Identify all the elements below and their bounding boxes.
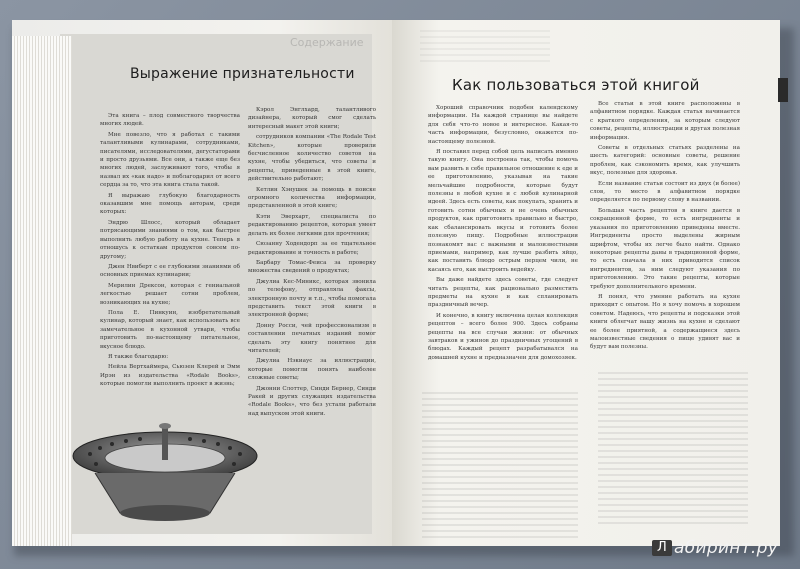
steamer-basket-illustration: [70, 418, 260, 528]
paragraph: Если название статьи состоит из двух (и более) слов, то место в алфавитном порядке определяется по первому слову в названии.: [590, 180, 740, 204]
paragraph: Я также благодарю:: [108, 353, 169, 360]
watermark-text: абиринт.ру: [674, 538, 779, 558]
paragraph: Кэти Эверхарт, специалиста по редактированию рецептов, которая умеет делать их более легкими для прочтения;: [248, 213, 376, 237]
paragraph: Я поставил перед собой цель написать именно такую книгу. Она построена так, чтобы помочь вам развить в себе правильное отношение к еде и ее приготовлению, указывая на такие мельчайшие подробности, которые будут полезны в любой кухне и с любой кулинарной идеей. Здесь есть советы, как покупать, хранить и готовить сотни обычных и не очень обычных продуктов, как приготовить правильно и быстро, как сбалансировать вкусы и готовить более полезную пищу. Подробные иллюстрации познакомят вас с важными и малоизвестными приемами, например, как лучше разбить яйцо, как поставить блюдо острым перцем чили, не касаясь его, как выстроить ведейку.: [428, 149, 578, 273]
paragraph: Большая часть рецептов в книге дается в сокращенной форме, то есть ингредиенты и указания по приготовлению приведены вместе. Ингредиенты просто выделены жирным шрифтом, чтобы их легче было найти. Однако некоторые рецепты даны в традиционной форме, то есть сначала в них приводится список ингредиентов, за ним следуют указания по приготовлению. Это такие рецепты, которые требуют дополнительного времени.: [590, 207, 740, 290]
paragraph: Джонни Слоттер, Синди Бернер, Синди Ракей и других служащих издательства «Rodale Books», что без устали работали над выпуском этой книги.: [248, 385, 376, 417]
paragraph: Эта книга – плод совместного творчества многих людей.: [100, 113, 240, 128]
paragraph: Эндрю Шлосс, который обладает потрясающими знаниями о том, как быстрее выполнить любую работу на кухне. Теперь я отношусь к остаткам продуктов совсем по-другому;: [100, 219, 240, 260]
bleed-through-text: [420, 30, 550, 64]
labirint-watermark: [652, 538, 778, 558]
paragraph: Хороший справочник подобен календскому информации. На каждой странице вы найдете для себя что-то новое и интересное. Какая-то часть информации, безусловно, окажется по-настоящему полезной.: [428, 105, 578, 145]
paragraph: Нейла Вертхаймера, Сьюзен Клерей и Эмм Ирэн из издательства «Rodale Books», которые помогли выполнить проект в жизнь;: [100, 364, 240, 388]
ghost-title-left: Содержание: [290, 36, 364, 49]
paragraph: Джулиа Нэкиаус за иллюстрации, которые помогли понять наиболее сложные советы;: [248, 358, 376, 382]
paragraph: Я выражаю глубокую благодарность оказавшим мне помощь авторам, среди которых:: [100, 192, 240, 216]
left-page-column-1: [100, 112, 240, 404]
page-stack-edge: [12, 36, 72, 546]
paragraph: Кэрол Энглхард, талантливого дизайнера, который смог сделать интересный макет этой книги;: [248, 107, 376, 130]
paragraph: сотрудников компании «The Rodale Test Kitchen», которые проверили бесчисленное количество советов на кухне, чтобы убедиться, что советы и рецепты, приведенные в этой книге, действительно работают;: [248, 134, 376, 183]
paragraph: Джен Нвиберт с ее глубокими знаниями об основных приемах кулинарии;: [100, 263, 240, 279]
paragraph: Пола Е. Пинкуин, изобретательный кулинар, который знает, как использовать все замечательное в кухонной утвари, чтобы приготовить по-настоящему питательное, вкусное блюдо.: [100, 309, 240, 350]
paragraph: Все статьи в этой книге расположены в алфавитном порядке. Каждая статья начинается с краткого определения, за которым следуют советы, рецепты, иллюстрации и другая полезная информация.: [590, 101, 740, 141]
paragraph: Сюзанну Ходендорп за ее тщательное редактирование и точность в работе;: [248, 241, 376, 256]
paragraph: Советы в отдельных статьях разделены на шесть категорий: основные советы, решение проблем, как сэкономить время, как улучшить вкус, полезные для здоровья.: [590, 145, 740, 177]
paragraph: Джулиа Кес-Миникс, которая звонила по телефону, отправляла факсы, электронную почту и т.п., чтобы помогала представить текст этой книги в электронной форме;: [248, 278, 376, 319]
paragraph: И конечно, в книгу включена целая коллекция рецептов – всего более 900. Здесь собраны рецепты на все случаи жизни: от обычных завтраков и ужинов до праздничных угощений в блюдах. Каждый рецепт разрабатывался на домашней кухне и предназначен для домохозяек.: [428, 312, 578, 361]
paragraph: Мне повезло, что я работал с такими талантливыми кулинарами, сотрудниками, писателями, исследователями, дегустаторами и просто друзьями. Все они, а также еще без многих людей, заслуживают того, чтобы я назвал их «как надо» и поблагодарил от всего сердца за то, что эта книга стала такой.: [100, 131, 240, 189]
right-page-column-2: [590, 100, 740, 400]
paragraph: Вы даже найдете здесь советы, где следует читать рецепты, как рационально разместить предметы на кухне и как спланировать праздничный вечер.: [428, 277, 578, 309]
paragraph: Мерилин Дрексон, которая с гениальной легкостью решает сотни проблем, возникающих на кухне;: [100, 282, 240, 306]
labirint-logo-icon: Л: [652, 540, 672, 556]
paragraph: Донну Росси, чей профессионализм в составлении печатных изданий помог сделать эту книгу понятнее для читателей;: [248, 322, 376, 354]
right-page-title: Как пользоваться этой книгой: [452, 76, 700, 94]
paragraph: Я понял, что умение работать на кухне приходит с опытом. Но я хочу помочь в хорошем советом. Надеюсь, что рецепты и подсказки этой книги облегчат вашу жизнь на кухне и сделают ее более приятной, а содержащиеся здесь малоизвестные сведения о пище удивят вас и будут вам полезны.: [590, 293, 740, 351]
left-page-column-2: [248, 106, 376, 417]
paragraph: Кетлин Хэнушек за помощь в поиске огромного количества информации, представленной в этой книге;: [248, 186, 376, 210]
paragraph: Барбару Томас-Феиса за проверку множества сведений о продуктах;: [248, 259, 376, 275]
bleed-through-text: [422, 392, 578, 542]
left-page-title: Выражение признательности: [130, 66, 355, 82]
thumb-index-tab: [778, 78, 788, 102]
bleed-through-text: [598, 372, 748, 528]
right-page-column-1: [428, 104, 578, 366]
